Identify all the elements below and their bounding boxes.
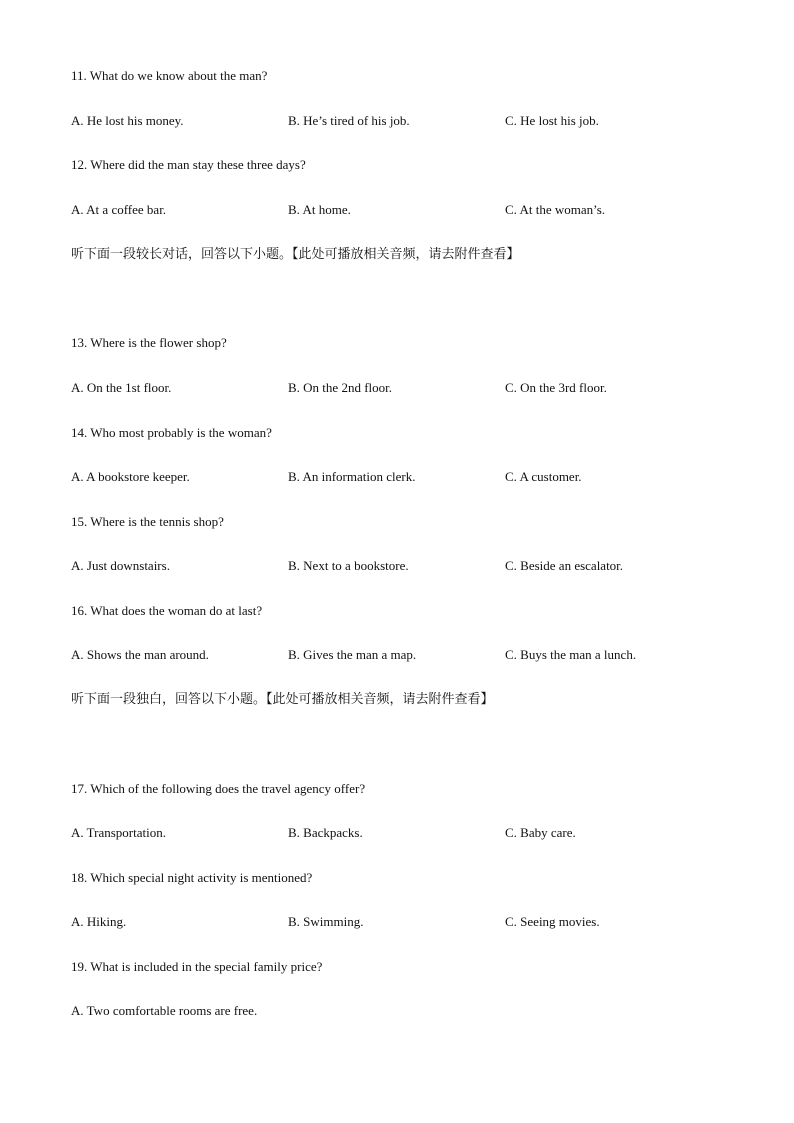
q13-option-b: B. On the 2nd floor. bbox=[288, 380, 392, 395]
q14-option-b: B. An information clerk. bbox=[288, 469, 416, 484]
question-11: 11. What do we know about the man? bbox=[71, 68, 268, 83]
question-13: 13. Where is the flower shop? bbox=[71, 335, 227, 350]
q14-option-a: A. A bookstore keeper. bbox=[71, 469, 190, 484]
q18-option-b: B. Swimming. bbox=[288, 914, 364, 929]
listening-instruction-dialogue: 听下面一段较长对话，回答以下小题。【此处可播放相关音频，请去附件查看】 bbox=[71, 247, 520, 262]
question-17: 17. Which of the following does the travel agency offer? bbox=[71, 781, 366, 796]
q14-option-c: C. A customer. bbox=[505, 469, 582, 484]
q12-option-a: A. At a coffee bar. bbox=[71, 202, 167, 217]
q16-option-a: A. Shows the man around. bbox=[71, 647, 209, 662]
question-16: 16. What does the woman do at last? bbox=[71, 603, 263, 618]
listening-instruction-monologue: 听下面一段独白，回答以下小题。【此处可播放相关音频，请去附件查看】 bbox=[71, 692, 494, 707]
q13-option-a: A. On the 1st floor. bbox=[71, 380, 172, 395]
q16-option-b: B. Gives the man a map. bbox=[288, 647, 417, 662]
q17-option-c: C. Baby care. bbox=[505, 825, 576, 840]
q11-option-c: C. He lost his job. bbox=[505, 113, 599, 128]
q12-option-c: C. At the woman’s. bbox=[505, 202, 606, 217]
q16-option-c: C. Buys the man a lunch. bbox=[505, 647, 637, 662]
q17-option-b: B. Backpacks. bbox=[288, 825, 363, 840]
q15-option-c: C. Beside an escalator. bbox=[505, 558, 624, 573]
q11-option-b: B. He’s tired of his job. bbox=[288, 113, 410, 128]
q13-option-c: C. On the 3rd floor. bbox=[505, 380, 607, 395]
question-18: 18. Which special night activity is mentioned? bbox=[71, 870, 313, 885]
q15-option-b: B. Next to a bookstore. bbox=[288, 558, 409, 573]
q19-option-a: A. Two comfortable rooms are free. bbox=[71, 1003, 258, 1018]
question-15: 15. Where is the tennis shop? bbox=[71, 514, 224, 529]
q18-option-a: A. Hiking. bbox=[71, 914, 127, 929]
question-12: 12. Where did the man stay these three days? bbox=[71, 157, 306, 172]
q11-option-a: A. He lost his money. bbox=[71, 113, 184, 128]
q12-option-b: B. At home. bbox=[288, 202, 351, 217]
q18-option-c: C. Seeing movies. bbox=[505, 914, 600, 929]
question-19: 19. What is included in the special family price? bbox=[71, 959, 323, 974]
q15-option-a: A. Just downstairs. bbox=[71, 558, 170, 573]
q17-option-a: A. Transportation. bbox=[71, 825, 166, 840]
question-14: 14. Who most probably is the woman? bbox=[71, 425, 272, 440]
